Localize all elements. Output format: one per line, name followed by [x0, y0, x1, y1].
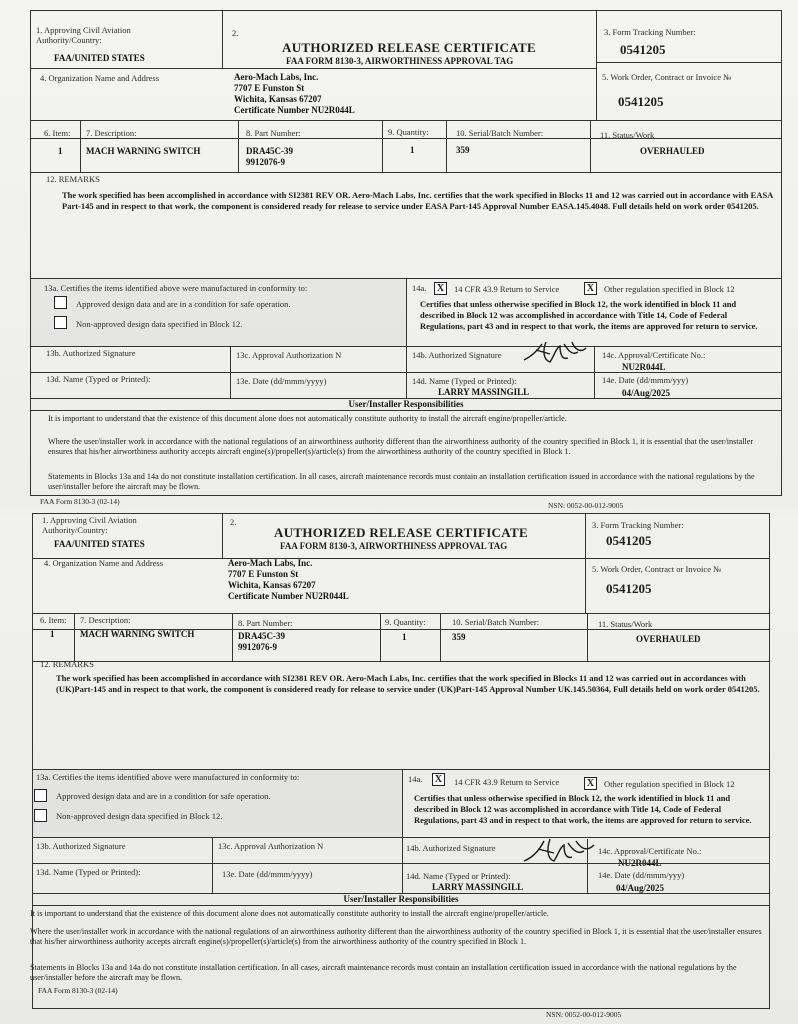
serial-number-value: 359	[456, 145, 470, 155]
block-14a-label: 14a.	[408, 774, 423, 784]
block-14a-text: Certifies that unless otherwise specified in Block 12, the work identified in block 11 and described in Block 12 was accomplished in accordance with Title 14, Code of Federal Regulations, part 43 and in respect to that work, the items are approved for return to service.	[420, 299, 758, 331]
approving-authority-label: 1. Approving Civil Aviation Authority/Country:	[42, 515, 137, 535]
other-regulation-label: Other regulation specified in Block 12	[604, 284, 735, 294]
tracking-number-value: 0541205	[620, 42, 666, 57]
certificate-title: AUTHORIZED RELEASE CERTIFICATE	[274, 525, 528, 540]
non-approved-design-checkbox[interactable]	[34, 809, 47, 822]
other-regulation-checkbox[interactable]: X	[584, 777, 597, 790]
approving-authority-value: FAA/UNITED STATES	[54, 539, 145, 549]
approving-authority-label: 1. Approving Civil Aviation Authority/Country:	[36, 25, 131, 45]
status-work-value: OVERHAULED	[640, 146, 705, 156]
block-14b-label: 14b. Authorized Signature	[412, 350, 502, 360]
block-14c-value: NU2R044L	[622, 362, 666, 372]
block-13c-label: 13c. Approval Authorization N	[218, 841, 324, 851]
authorized-signature	[520, 338, 590, 368]
block-14c-label: 14c. Approval/Certificate No.:	[602, 350, 706, 360]
remarks-label: 12. REMARKS	[40, 659, 94, 669]
part-number-value: DRA45C-39	[246, 146, 293, 156]
responsibilities-paragraph: Where the user/installer work in accordance with the national regulations of an airworthiness authority different than the airworthiness authority of the country specified in Block 1, it is essential that the user/installer ensures that his/her airworthiness authority accepts aircraft engine(s)/propeller(s)/article(s) from the airworthiness authority of the country specified in Block 1.	[30, 927, 762, 946]
block-13b-label: 13b. Authorized Signature	[36, 841, 126, 851]
quantity-value: 1	[402, 632, 407, 642]
item-label: 6. Item:	[40, 615, 67, 625]
part-number-label: 8. Part Number:	[238, 618, 293, 628]
block-13d-label: 13d. Name (Typed or Printed):	[46, 374, 151, 384]
work-order-value: 0541205	[606, 581, 652, 596]
block-14e-label: 14e. Date (dd/mmm/yyy)	[598, 870, 685, 880]
block-14c-label: 14c. Approval/Certificate No.:	[598, 846, 702, 856]
form-footer-number: FAA Form 8130-3 (02-14)	[38, 986, 118, 995]
responsibilities-paragraph: Where the user/installer work in accordance with the national regulations of an airworthiness authority different than the airworthiness authority of the country specified in Block 1, it is essential that the user/installer ensures that his/her airworthiness authority accepts aircraft engine(s)/propeller(s)/article(s) from the airworthiness authority of the country specified in Block 1.	[48, 437, 754, 456]
block-14d-label: 14d. Name (Typed or Printed):	[412, 376, 517, 386]
status-work-label: 11. Status/Work	[600, 130, 655, 140]
serial-number-label: 10. Serial/Batch Number:	[452, 617, 540, 627]
responsibilities-title: User/Installer Responsibilities	[348, 399, 464, 409]
quantity-label: 9. Quantity:	[385, 617, 426, 627]
non-approved-design-label: Non-approved design data specified in Block 12.	[76, 319, 243, 329]
non-approved-design-checkbox[interactable]	[54, 316, 67, 329]
item-value: 1	[58, 146, 63, 156]
block-14d-value: LARRY MASSINGILL	[438, 387, 530, 397]
block-2-label: 2.	[230, 517, 237, 527]
form-footer-nsn: NSN: 0052-00-012-9005	[548, 501, 624, 510]
organization-label: 4. Organization Name and Address	[44, 558, 164, 568]
responsibilities-paragraph: It is important to understand that the existence of this document alone does not automatically constitute authority to install the aircraft engine/propeller/article.	[48, 414, 567, 423]
block-13a-label: 13a. Certifies the items identified above were manufactured in conformity to:	[36, 772, 300, 782]
block-13d-label: 13d. Name (Typed or Printed):	[36, 867, 141, 877]
approved-design-label: Approved design data and are in a condition for safe operation.	[76, 299, 291, 309]
other-regulation-label: Other regulation specified in Block 12	[604, 779, 735, 789]
return-to-service-label: 14 CFR 43.9 Return to Service	[454, 777, 560, 787]
tracking-number-label: 3. Form Tracking Number:	[592, 520, 684, 530]
approving-authority-value: FAA/UNITED STATES	[54, 53, 145, 63]
tracking-number-value: 0541205	[606, 533, 652, 548]
block-13e-label: 13e. Date (dd/mmm/yyyy)	[222, 869, 313, 879]
certificate-form-top	[0, 0, 798, 510]
item-label: 6. Item:	[44, 128, 71, 138]
non-approved-design-label: Non-approved design data specified in Block 12.	[56, 811, 223, 821]
serial-number-value: 359	[452, 632, 466, 642]
organization-line: Certificate Number NU2R044L	[228, 591, 349, 601]
certificate-subtitle: FAA FORM 8130-3, AIRWORTHINESS APPROVAL TAG	[286, 56, 514, 66]
work-order-value: 0541205	[618, 94, 664, 109]
block-14c-value: NU2R044L	[618, 858, 662, 868]
quantity-value: 1	[410, 145, 415, 155]
block-14d-label: 14d. Name (Typed or Printed):	[406, 871, 511, 881]
organization-line: Wichita, Kansas 67207	[234, 94, 322, 104]
responsibilities-paragraph: Statements in Blocks 13a and 14a do not constitute installation certification. In all cases, aircraft maintenance records must contain an installation certification issued in accordance with the national regulations by the user/installer before the aircraft may be flown.	[48, 472, 755, 491]
organization-line: Wichita, Kansas 67207	[228, 580, 316, 590]
certificate-form-bottom	[0, 505, 798, 1024]
responsibilities-paragraph: It is important to understand that the existence of this document alone does not automatically constitute authority to install the aircraft engine/propeller/article.	[30, 909, 549, 918]
responsibilities-paragraph: Statements in Blocks 13a and 14a do not constitute installation certification. In all cases, aircraft maintenance records must contain an installation certification issued in accordance with the national regulations by the user/installer before the aircraft may be flown.	[30, 963, 737, 982]
responsibilities-title: User/Installer Responsibilities	[343, 894, 459, 904]
remarks-text: The work specified has been accomplished in accordance with SI2381 REV OR. Aero-Mach Labs, Inc. certifies that the work specified in Blocks 11 and 12 was carried out in accordances with (UK)Part-145 and in respect to that work, the component is considered ready for release to service under (UK)Part-145 Approval Number UK.145.50364, Full details held on work order 0541205.	[56, 673, 760, 694]
work-order-label: 5. Work Order, Contract or Invoice №	[592, 564, 722, 574]
organization-label: 4. Organization Name and Address	[40, 73, 160, 83]
description-value: MACH WARNING SWITCH	[80, 629, 195, 639]
block-14b-label: 14b. Authorized Signature	[406, 843, 496, 853]
block-13e-label: 13e. Date (dd/mmm/yyyy)	[236, 376, 327, 386]
approved-design-checkbox[interactable]	[34, 789, 47, 802]
block-14a-text: Certifies that unless otherwise specified in Block 12, the work identified in block 11 and described in Block 12 was accomplished in accordance with Title 14, Code of Federal Regulations, part 43 and in respect to that work, the items are approved for return to service.	[414, 793, 752, 825]
block-14e-label: 14e. Date (dd/mmm/yyy)	[602, 375, 689, 385]
part-number-label: 8. Part Number:	[246, 128, 301, 138]
status-work-label: 11. Status/Work	[598, 619, 653, 629]
block-13b-label: 13b. Authorized Signature	[46, 348, 136, 358]
organization-line: Certificate Number NU2R044L	[234, 105, 355, 115]
remarks-text: The work specified has been accomplished in accordance with SI2381 REV OR. Aero-Mach Labs, Inc. certifies that the work specified in Blocks 11 and 12 was carried out in accordance with EASA Part-145 and in respect to that work, the component is considered ready for release to service under EASA Part-145 Approval Number EASA.145.4048. Full details held on work order 0541205.	[62, 190, 773, 211]
tracking-number-label: 3. Form Tracking Number:	[604, 27, 696, 37]
quantity-label: 9. Quantity:	[388, 127, 429, 137]
description-label: 7. Description:	[80, 615, 131, 625]
certificate-subtitle: FAA FORM 8130-3, AIRWORTHINESS APPROVAL TAG	[280, 541, 508, 551]
description-value: MACH WARNING SWITCH	[86, 146, 201, 156]
part-number-value: 9912076-9	[246, 157, 285, 167]
block-14e-value: 04/Aug/2025	[616, 883, 665, 893]
item-value: 1	[50, 629, 55, 639]
return-to-service-checkbox[interactable]: X	[432, 773, 445, 786]
block-14d-value: LARRY MASSINGILL	[432, 882, 524, 892]
status-work-value: OVERHAULED	[636, 634, 701, 644]
form-footer-nsn: NSN: 0052-00-012-9005	[546, 1010, 622, 1019]
serial-number-label: 10. Serial/Batch Number:	[456, 128, 544, 138]
organization-line: 7707 E Funston St	[228, 569, 299, 579]
organization-line: 7707 E Funston St	[234, 83, 305, 93]
approved-design-label: Approved design data and are in a condition for safe operation.	[56, 791, 271, 801]
work-order-label: 5. Work Order, Contract or Invoice №	[602, 72, 732, 82]
certificate-title: AUTHORIZED RELEASE CERTIFICATE	[282, 40, 536, 55]
block-13c-label: 13c. Approval Authorization N	[236, 350, 342, 360]
block-2-label: 2.	[232, 28, 239, 38]
block-14a-label: 14a.	[412, 283, 427, 293]
approved-design-checkbox[interactable]	[54, 296, 67, 309]
form-footer-number: FAA Form 8130-3 (02-14)	[40, 497, 120, 506]
block-14e-value: 04/Aug/2025	[622, 388, 671, 398]
other-regulation-checkbox[interactable]: X	[584, 282, 597, 295]
block-13a-label: 13a. Certifies the items identified above were manufactured in conformity to:	[44, 283, 308, 293]
organization-line: Aero-Mach Labs, Inc.	[234, 72, 319, 82]
part-number-value: DRA45C-39	[238, 631, 285, 641]
remarks-label: 12. REMARKS	[46, 174, 100, 184]
organization-line: Aero-Mach Labs, Inc.	[228, 558, 313, 568]
return-to-service-label: 14 CFR 43.9 Return to Service	[454, 284, 560, 294]
return-to-service-checkbox[interactable]: X	[434, 282, 447, 295]
part-number-value: 9912076-9	[238, 642, 277, 652]
description-label: 7. Description:	[86, 128, 137, 138]
